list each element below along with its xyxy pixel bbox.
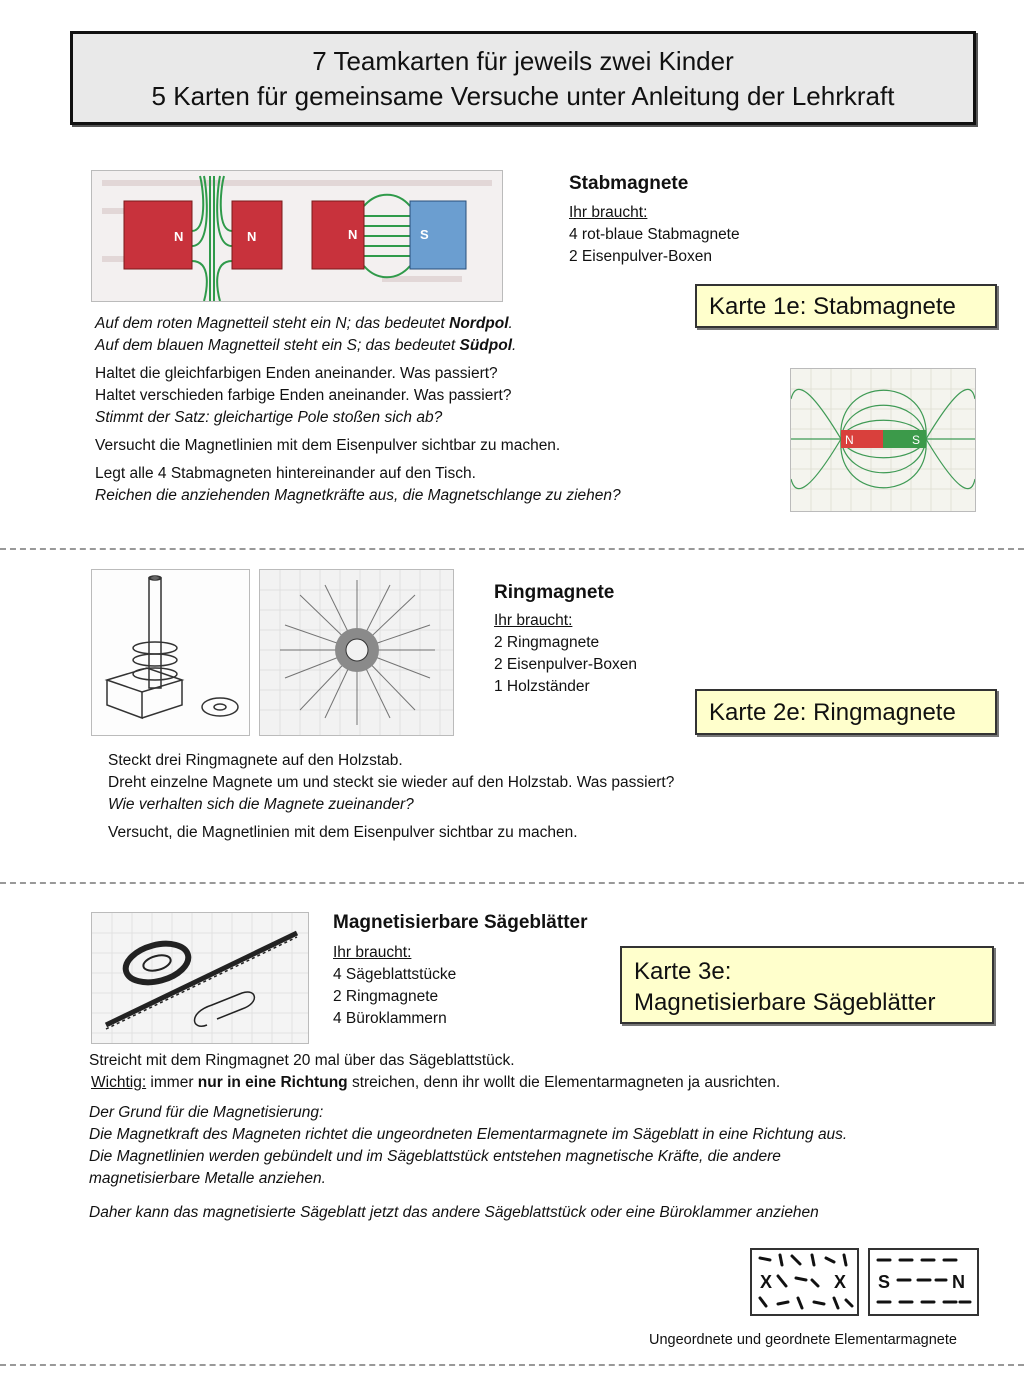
- diagram-caption: Ungeordnete und geordnete Elementarmagnete: [649, 1332, 957, 1348]
- text-line: Die Magnetkraft des Magneten richtet die ungeordneten Elementarmagnete im Sägeblatt in eine Richtung aus.: [89, 1126, 848, 1143]
- supplies-item: 1 Holzständer: [494, 678, 590, 695]
- section-title-stabmagnete: Stabmagnete: [569, 173, 689, 194]
- card-label-line: Karte 3e:: [634, 958, 732, 985]
- magnet-label-n1: N: [174, 229, 184, 244]
- magnet-label-n2: N: [247, 229, 257, 244]
- text-line: Der Grund für die Magnetisierung:: [89, 1104, 324, 1121]
- text-line: Wie verhalten sich die Magnete zueinander?: [108, 796, 414, 813]
- text-line: Steckt drei Ringmagnete auf den Holzstab.: [108, 752, 403, 769]
- ordered-domains-diagram: [868, 1248, 979, 1316]
- supplies-item: 4 Büroklammern: [333, 1010, 447, 1027]
- domain-label-s: S: [878, 1272, 891, 1292]
- domain-label-x2: X: [834, 1272, 847, 1292]
- supplies-item: 2 Ringmagnete: [494, 634, 600, 651]
- bar-magnets-illustration: [91, 170, 503, 302]
- supplies-item: 2 Ringmagnete: [333, 988, 439, 1005]
- text-line: Haltet die gleichfarbigen Enden aneinander. Was passiert?: [95, 365, 498, 382]
- bar-magnet-field-illustration: [790, 368, 976, 512]
- card-divider: [0, 1364, 1024, 1366]
- magnet-label-n3: N: [348, 227, 358, 242]
- ring-magnet-stand-sketch: [91, 569, 250, 736]
- text-line: Versucht, die Magnetlinien mit dem Eisenpulver sichtbar zu machen.: [108, 824, 578, 841]
- unordered-domains-diagram: [750, 1248, 859, 1316]
- instructions-2: [108, 750, 828, 844]
- ring-magnet-field-pattern: [259, 569, 454, 736]
- domain-label-n: N: [952, 1272, 965, 1292]
- card-label-3e: [620, 946, 994, 1024]
- text-line: Die Magnetlinien werden gebündelt und im Sägeblattstück entstehen magnetische Kräfte, die andere: [89, 1148, 781, 1165]
- section-title-saegeblaetter: Magnetisierbare Sägeblätter: [333, 912, 588, 933]
- text-line: Daher kann das magnetisierte Sägeblatt jetzt das andere Sägeblattstück oder eine Büroklammer anziehen: [89, 1204, 819, 1221]
- supplies-list-2: [494, 610, 637, 698]
- text-line: Haltet verschieden farbige Enden aneinander. Was passiert?: [95, 387, 512, 404]
- supplies-item: 2 Eisenpulver-Boxen: [494, 656, 638, 673]
- card-divider: [0, 548, 1024, 550]
- header-line-1: 7 Teamkarten für jeweils zwei Kinder: [312, 46, 734, 76]
- card-label-line: Magnetisierbare Sägeblätter: [634, 989, 936, 1016]
- supplies-label: Ihr braucht:: [333, 944, 412, 961]
- supplies-item: 4 rot-blaue Stabmagnete: [569, 226, 740, 243]
- supplies-label: Ihr braucht:: [569, 204, 648, 221]
- supplies-label: Ihr braucht:: [494, 612, 573, 629]
- text-line: Versucht die Magnetlinien mit dem Eisenpulver sichtbar zu machen.: [95, 437, 561, 454]
- supplies-item: 2 Eisenpulver-Boxen: [569, 248, 713, 265]
- text-line: magnetisierbare Metalle anziehen.: [89, 1170, 326, 1187]
- text-line: Auf dem roten Magnetteil steht ein N; das bedeutet Nordpol.: [95, 315, 513, 332]
- small-magnet-label-s: S: [912, 433, 921, 447]
- text-line: Legt alle 4 Stabmagneten hintereinander auf den Tisch.: [95, 465, 476, 482]
- small-magnet-label-n: N: [845, 433, 854, 447]
- card-label-2e: Karte 2e: Ringmagnete: [695, 689, 997, 735]
- text-line: Streicht mit dem Ringmagnet 20 mal über das Sägeblattstück.: [89, 1052, 515, 1069]
- text-line: Wichtig: immer nur in eine Richtung streichen, denn ihr wollt die Elementarmagneten ja ausrichten.: [91, 1074, 781, 1091]
- header-line-2: 5 Karten für gemeinsame Versuche unter Anleitung der Lehrkraft: [151, 81, 895, 111]
- text-line: Reichen die anziehenden Magnetkräfte aus, die Magnetschlange zu ziehen?: [95, 487, 621, 504]
- saw-blade-sketch: [91, 912, 309, 1044]
- header-box: [70, 31, 976, 125]
- instructions-3: [89, 1050, 1019, 1224]
- card-label-1e: Karte 1e: Stabmagnete: [695, 284, 997, 328]
- supplies-list-3: [333, 942, 456, 1030]
- magnet-label-s: S: [420, 227, 429, 242]
- supplies-item: 4 Sägeblattstücke: [333, 966, 457, 983]
- domain-label-x1: X: [760, 1272, 773, 1292]
- text-line: Dreht einzelne Magnete um und steckt sie wieder auf den Holzstab. Was passiert?: [108, 774, 675, 791]
- text-line: Stimmt der Satz: gleichartige Pole stoßen sich ab?: [95, 409, 443, 426]
- supplies-list-1: [569, 202, 740, 268]
- card-divider: [0, 882, 1024, 884]
- text-line: Auf dem blauen Magnetteil steht ein S; das bedeutet Südpol.: [95, 337, 517, 354]
- section-title-ringmagnete: Ringmagnete: [494, 582, 615, 603]
- instructions-1: [95, 313, 775, 507]
